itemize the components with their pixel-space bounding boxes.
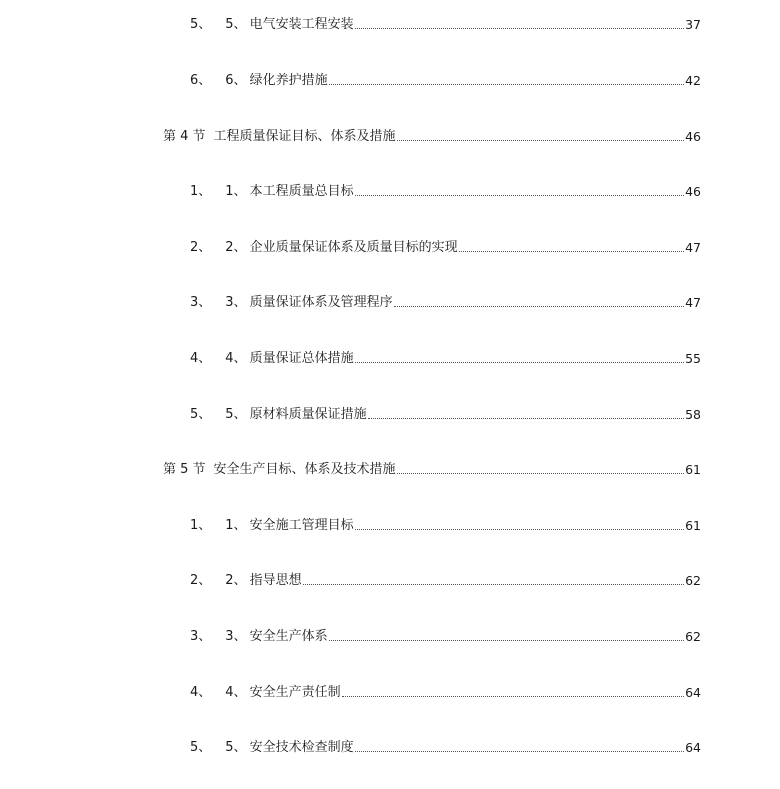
toc-entry-inner-number: 4、 <box>225 351 247 366</box>
toc-entry-chapter-4[interactable] <box>163 125 701 145</box>
dot-leader <box>397 473 685 474</box>
toc-entry-title: 绿化养护措施 <box>249 73 328 88</box>
toc-entry-page-number: 64 <box>685 740 701 755</box>
toc-entry-section-5[interactable] <box>190 403 701 423</box>
toc-entry-section-1[interactable] <box>190 180 701 200</box>
toc-entry-outer-number: 3、 <box>190 629 212 644</box>
toc-entry-page-number: 46 <box>685 184 701 199</box>
toc-entry-outer-number: 1、 <box>190 184 212 199</box>
dot-leader <box>303 584 685 585</box>
toc-entry-title: 质量保证体系及管理程序 <box>249 295 393 310</box>
dot-leader <box>329 640 685 641</box>
dot-leader <box>368 418 685 419</box>
toc-entry-title: 质量保证总体措施 <box>249 351 354 366</box>
toc-entry-inner-number: 2、 <box>225 240 247 255</box>
toc-entry-page-number: 47 <box>685 295 701 310</box>
toc-entry-page-number: 42 <box>685 73 701 88</box>
toc-entry-outer-number: 5、 <box>190 740 212 755</box>
toc-entry-section-2[interactable] <box>190 236 701 256</box>
toc-entry-title: 工程质量保证目标、体系及措施 <box>213 129 396 144</box>
toc-entry-section-5[interactable] <box>190 736 701 756</box>
toc-entry-section-5[interactable] <box>190 13 701 33</box>
toc-entry-inner-number: 1、 <box>225 518 247 533</box>
toc-entry-title: 企业质量保证体系及质量目标的实现 <box>249 240 458 255</box>
toc-entry-chapter-5[interactable] <box>163 458 701 478</box>
toc-entry-title: 电气安装工程安装 <box>249 17 354 32</box>
toc-entry-inner-number: 6、 <box>225 73 247 88</box>
toc-entry-title: 本工程质量总目标 <box>249 184 354 199</box>
dot-leader <box>397 140 685 141</box>
toc-chapter-label: 第 4 节 <box>163 129 206 144</box>
toc-entry-inner-number: 5、 <box>225 740 247 755</box>
toc-entry-page-number: 61 <box>685 462 701 477</box>
toc-entry-page-number: 37 <box>685 17 701 32</box>
toc-entry-page-number: 47 <box>685 240 701 255</box>
toc-entry-outer-number: 5、 <box>190 407 212 422</box>
dot-leader <box>355 751 685 752</box>
toc-entry-section-2[interactable] <box>190 569 701 589</box>
toc-entry-inner-number: 1、 <box>225 184 247 199</box>
toc-entry-outer-number: 2、 <box>190 240 212 255</box>
toc-entry-outer-number: 1、 <box>190 518 212 533</box>
toc-entry-inner-number: 2、 <box>225 573 247 588</box>
dot-leader <box>355 362 685 363</box>
dot-leader <box>459 251 685 252</box>
toc-entry-section-4[interactable] <box>190 681 701 701</box>
dot-leader <box>342 696 685 697</box>
toc-entry-inner-number: 5、 <box>225 17 247 32</box>
toc-entry-title: 安全生产体系 <box>249 629 328 644</box>
toc-entry-section-3[interactable] <box>190 291 701 311</box>
toc-entry-outer-number: 3、 <box>190 295 212 310</box>
toc-entry-title: 安全生产目标、体系及技术措施 <box>213 462 396 477</box>
toc-chapter-label: 第 5 节 <box>163 462 206 477</box>
toc-entry-outer-number: 4、 <box>190 685 212 700</box>
toc-entry-title: 安全技术检查制度 <box>249 740 354 755</box>
toc-entry-outer-number: 4、 <box>190 351 212 366</box>
toc-entry-page-number: 55 <box>685 351 701 366</box>
toc-entry-page-number: 64 <box>685 685 701 700</box>
toc-entry-page-number: 46 <box>685 129 701 144</box>
toc-entry-page-number: 58 <box>685 407 701 422</box>
toc-entry-title: 安全生产责任制 <box>249 685 341 700</box>
toc-entry-inner-number: 3、 <box>225 295 247 310</box>
dot-leader <box>394 306 685 307</box>
toc-entry-outer-number: 6、 <box>190 73 212 88</box>
dot-leader <box>329 84 685 85</box>
toc-entry-page-number: 61 <box>685 518 701 533</box>
dot-leader <box>355 529 685 530</box>
toc-entry-title: 安全施工管理目标 <box>249 518 354 533</box>
toc-entry-outer-number: 5、 <box>190 17 212 32</box>
toc-entry-section-3[interactable] <box>190 625 701 645</box>
toc-entry-inner-number: 5、 <box>225 407 247 422</box>
toc-entry-section-4[interactable] <box>190 347 701 367</box>
toc-entry-section-6[interactable] <box>190 69 701 89</box>
toc-entry-page-number: 62 <box>685 629 701 644</box>
toc-entry-inner-number: 4、 <box>225 685 247 700</box>
dot-leader <box>355 28 685 29</box>
toc-entry-outer-number: 2、 <box>190 573 212 588</box>
dot-leader <box>355 195 685 196</box>
toc-entry-title: 原材料质量保证措施 <box>249 407 367 422</box>
toc-entry-page-number: 62 <box>685 573 701 588</box>
toc-entry-title: 指导思想 <box>249 573 302 588</box>
toc-entry-section-1[interactable] <box>190 514 701 534</box>
toc-entry-inner-number: 3、 <box>225 629 247 644</box>
